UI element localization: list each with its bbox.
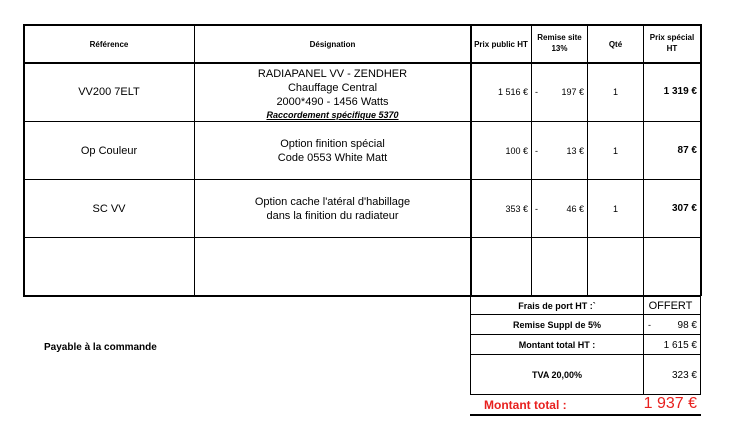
header-prix-public: Prix public HT <box>474 40 528 49</box>
tva-value: 323 € <box>671 370 697 381</box>
row-qte: 1 <box>612 146 618 156</box>
row-designation <box>195 195 470 223</box>
header-prix-special <box>644 32 700 54</box>
row-prix-special: 87 € <box>677 145 697 156</box>
montant-total-label: Montant total : <box>484 398 567 412</box>
frais-port-label: Frais de port HT :` <box>518 301 596 311</box>
montant-ht-value: 1 615 € <box>663 340 697 351</box>
row-remise: 46 € <box>566 204 584 214</box>
designation-line: Code 0553 White Matt <box>277 152 388 164</box>
designation-note: Raccordement spécifique 5370 <box>266 110 399 120</box>
tva-label: TVA 20,00% <box>531 370 583 380</box>
row-remise: 13 € <box>566 146 584 156</box>
row-remise: 197 € <box>561 87 584 97</box>
row-remise-sign: - <box>535 87 538 97</box>
row-remise-sign: - <box>535 204 538 214</box>
row-remise-sign: - <box>535 146 538 156</box>
row-prix-special: 1 319 € <box>663 86 697 97</box>
row-reference: SC VV <box>92 203 126 215</box>
row-prix-public: 1 516 € <box>497 87 528 97</box>
row-prix-public: 353 € <box>505 204 528 214</box>
row-prix-public: 100 € <box>505 146 528 156</box>
row-reference: VV200 7ELT <box>78 86 140 98</box>
row-qte: 1 <box>612 87 618 97</box>
remise-suppl-value: 98 € <box>677 320 697 331</box>
row-qte: 1 <box>612 204 618 214</box>
header-qte: Qté <box>608 40 623 49</box>
remise-suppl-label: Remise Suppl de 5% <box>512 320 602 330</box>
header-prix-special-line2: HT <box>666 44 678 53</box>
designation-line: 2000*490 - 1456 Watts <box>276 96 389 108</box>
header-designation: Désignation <box>309 40 356 49</box>
row-designation <box>195 137 470 165</box>
designation-line: Option finition spécial <box>280 138 385 150</box>
remise-suppl-sign: - <box>648 320 651 330</box>
montant-total-value: 1 937 € <box>643 395 697 412</box>
header-remise-line2: 13% <box>551 44 568 53</box>
montant-ht-label: Montant total HT : <box>518 340 596 350</box>
row-reference: Op Couleur <box>80 145 138 157</box>
designation-line: Option cache l'atéral d'habillage <box>254 196 411 208</box>
payment-note: Payable à la commande <box>44 342 157 353</box>
header-remise <box>532 32 587 54</box>
frais-port-value: OFFERT <box>648 300 693 312</box>
designation-line: Chauffage Central <box>287 82 378 94</box>
header-remise-line1: Remise site <box>537 33 582 42</box>
header-prix-special-line1: Prix spécial <box>649 33 695 42</box>
designation-line: dans la finition du radiateur <box>266 210 399 222</box>
designation-line: RADIAPANEL VV - ZENDHER <box>257 68 408 80</box>
row-prix-special: 307 € <box>671 203 697 214</box>
header-reference: Référence <box>89 40 129 49</box>
row-designation <box>195 67 470 121</box>
